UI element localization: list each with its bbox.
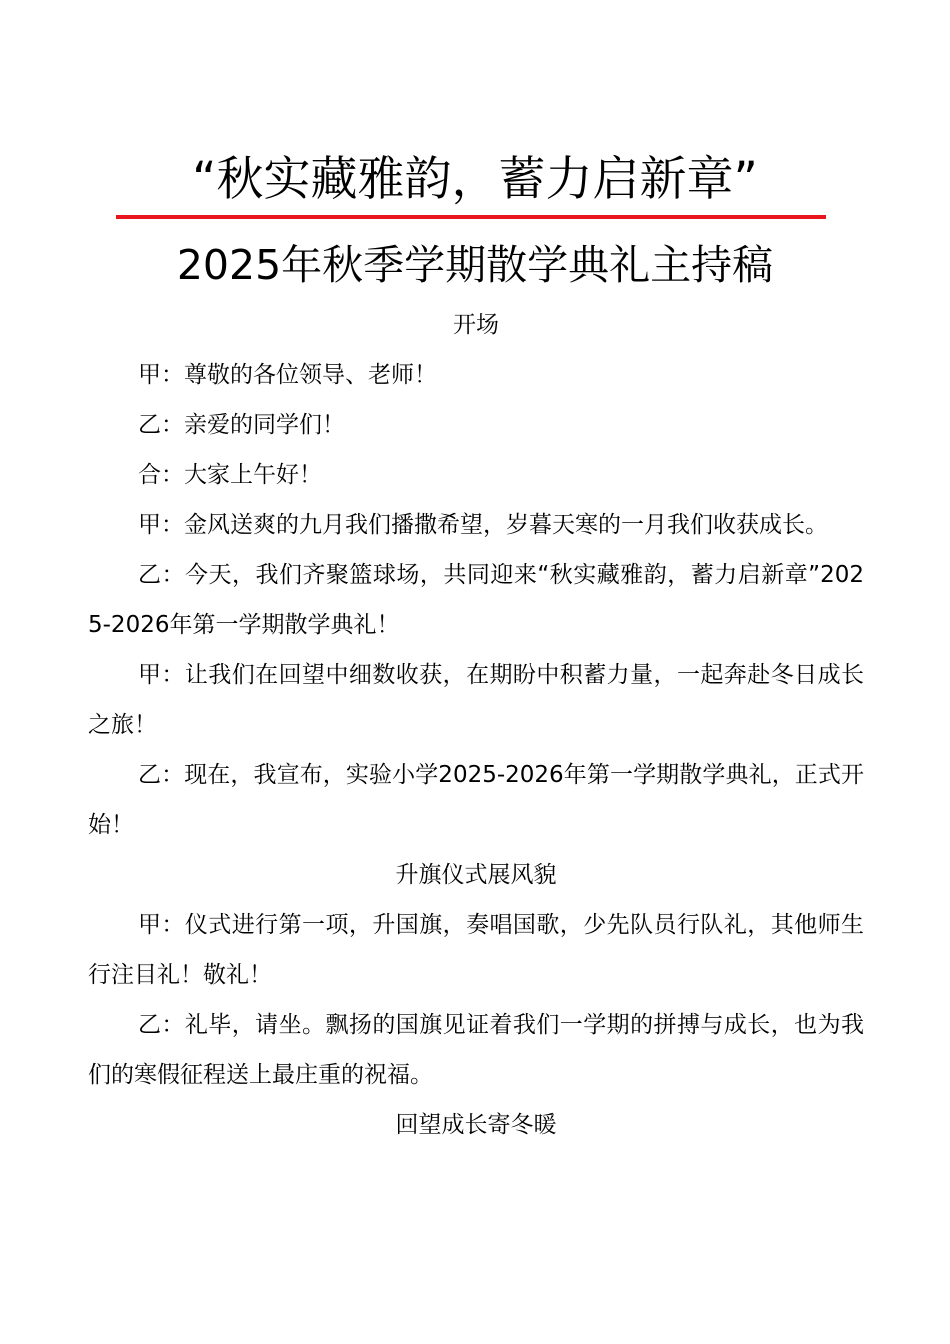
paragraph: 合：大家上午好！: [138, 462, 322, 488]
section-heading-flag-ceremony: 升旗仪式展风貌: [395, 862, 557, 888]
document-subtitle: 2025年秋季学期散学典礼主持稿: [176, 241, 774, 289]
paragraph: 乙：今天，我们齐聚篮球场，共同迎来“秋实藏雅韵，蓄力启新章”2025-2026年第一学期散学典礼！: [88, 562, 864, 638]
title-underline: [116, 215, 826, 219]
document-title: “秋实藏雅韵，蓄力启新章”: [192, 152, 758, 207]
paragraph: 甲：尊敬的各位领导、老师！: [138, 362, 437, 388]
paragraph: 甲：金风送爽的九月我们播撒希望，岁暮天寒的一月我们收获成长。: [138, 512, 828, 538]
section-heading-opening: 开场: [453, 312, 499, 338]
document-body: [88, 300, 864, 1150]
paragraph: 乙：亲爱的同学们！: [138, 412, 345, 438]
paragraph: 乙：现在，我宣布，实验小学2025-2026年第一学期散学典礼，正式开始！: [88, 762, 864, 838]
paragraph: 甲：仪式进行第一项，升国旗，奏唱国歌，少先队员行队礼，其他师生行注目礼！敬礼！: [88, 912, 864, 988]
section-heading-review: 回望成长寄冬暖: [395, 1112, 557, 1138]
paragraph: 乙：礼毕，请坐。飘扬的国旗见证着我们一学期的拼搏与成长，也为我们的寒假征程送上最庄重的祝福。: [88, 1012, 864, 1088]
paragraph: 甲：让我们在回望中细数收获，在期盼中积蓄力量，一起奔赴冬日成长之旅！: [88, 662, 864, 738]
